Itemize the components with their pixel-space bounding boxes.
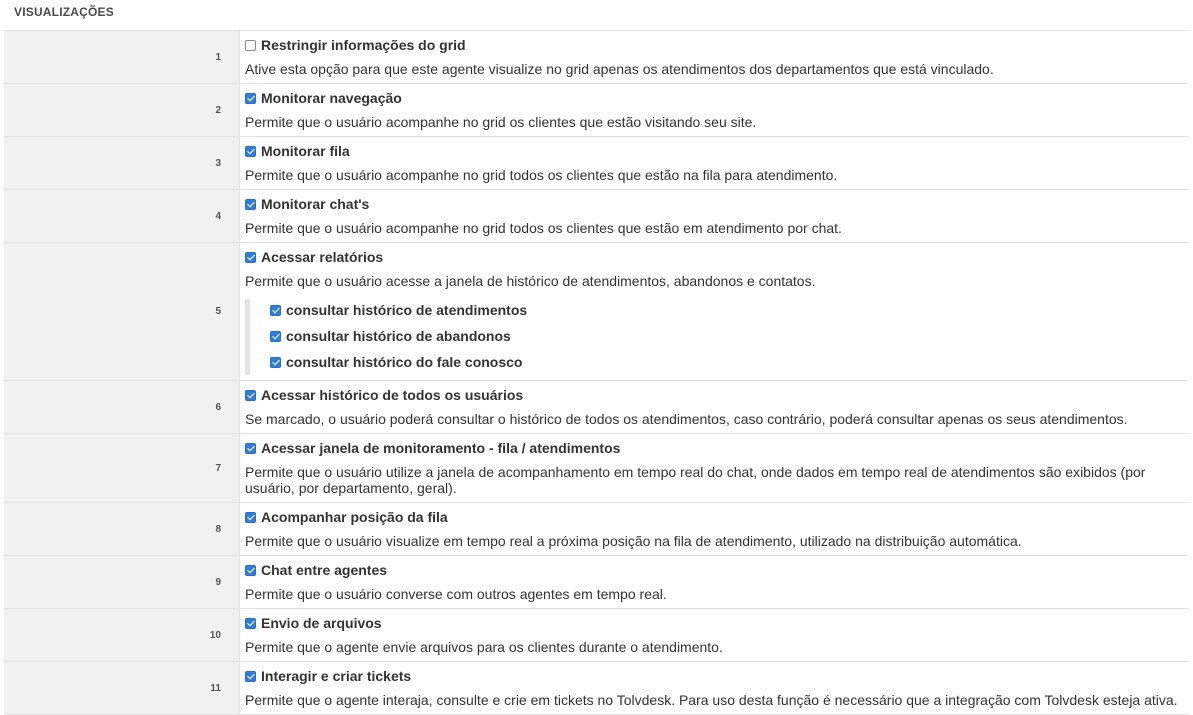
option-description: Permite que o usuário acompanhe no grid todos os clientes que estão em atendimento por chat. xyxy=(245,220,842,236)
option-title[interactable]: Chat entre agentes xyxy=(261,562,388,578)
checkbox-checked[interactable] xyxy=(245,565,256,576)
option-title[interactable]: Envio de arquivos xyxy=(261,615,382,631)
row-content xyxy=(240,434,1189,502)
permission-row xyxy=(4,84,1189,137)
option-label[interactable] xyxy=(245,508,1183,526)
row-content xyxy=(240,556,1189,608)
permission-row xyxy=(4,556,1189,609)
checkbox-checked[interactable] xyxy=(270,331,281,342)
row-content xyxy=(240,609,1189,661)
row-number: 1 xyxy=(4,31,240,83)
option-title[interactable]: Acessar relatórios xyxy=(261,249,384,265)
checkbox-checked[interactable] xyxy=(245,390,256,401)
option-description: Permite que o usuário acompanhe no grid os clientes que estão visitando seu site. xyxy=(245,114,757,130)
option-title[interactable]: Restringir informações do grid xyxy=(261,37,466,53)
row-number: 6 xyxy=(4,381,240,433)
option-label[interactable] xyxy=(245,142,1183,160)
row-number: 4 xyxy=(4,190,240,242)
row-number: 7 xyxy=(4,434,240,502)
permission-row xyxy=(4,662,1189,715)
checkbox-unchecked[interactable] xyxy=(245,40,256,51)
permission-row xyxy=(4,190,1189,243)
option-description: Permite que o usuário acesse a janela de histórico de atendimentos, abandonos e contatos. xyxy=(245,273,816,289)
checkbox-checked[interactable] xyxy=(245,252,256,263)
option-label[interactable] xyxy=(245,248,1183,266)
row-content xyxy=(240,190,1189,242)
option-title[interactable]: Monitorar fila xyxy=(261,143,350,159)
checkbox-checked[interactable] xyxy=(245,512,256,523)
row-content xyxy=(240,84,1189,136)
option-description: Permite que o usuário acompanhe no grid todos os clientes que estão na fila para atendimento. xyxy=(245,167,838,183)
row-content xyxy=(240,31,1189,83)
sub-options xyxy=(245,299,1183,375)
option-description: Permite que o agente interaja, consulte e crie em tickets no Tolvdesk. Para uso desta função é necessário que a integração com Tolvdesk esteja ativa. xyxy=(245,692,1178,708)
checkbox-checked[interactable] xyxy=(245,146,256,157)
row-content xyxy=(240,137,1189,189)
sub-option-label[interactable]: consultar histórico de abandonos xyxy=(286,328,511,344)
row-content xyxy=(240,662,1189,714)
option-label[interactable] xyxy=(245,439,1183,457)
option-label[interactable] xyxy=(245,667,1183,685)
sub-option[interactable] xyxy=(270,301,1183,319)
option-label[interactable] xyxy=(245,614,1183,632)
option-title[interactable]: Monitorar chat's xyxy=(261,196,370,212)
row-number: 11 xyxy=(4,662,240,714)
option-description: Permite que o usuário utilize a janela de acompanhamento em tempo real do chat, onde dados em tempo real de atendimentos são exibidos (por usuário, por departamento, geral). xyxy=(245,464,1146,496)
row-content xyxy=(240,243,1189,380)
option-title[interactable]: Interagir e criar tickets xyxy=(261,668,412,684)
row-content xyxy=(240,381,1189,433)
sub-option-label[interactable]: consultar histórico de atendimentos xyxy=(286,302,528,318)
option-description: Permite que o agente envie arquivos para os clientes durante o atendimento. xyxy=(245,639,723,655)
permission-row xyxy=(4,31,1189,84)
option-title[interactable]: Acompanhar posição da fila xyxy=(261,509,448,525)
sub-option-label[interactable]: consultar histórico do fale conosco xyxy=(286,354,523,370)
permission-row xyxy=(4,503,1189,556)
section-title: VISUALIZAÇÕES xyxy=(14,5,114,19)
option-title[interactable]: Acessar janela de monitoramento - fila / atendimentos xyxy=(261,440,621,456)
checkbox-checked[interactable] xyxy=(245,199,256,210)
row-number: 2 xyxy=(4,84,240,136)
checkbox-checked[interactable] xyxy=(245,93,256,104)
checkbox-checked[interactable] xyxy=(245,671,256,682)
option-title[interactable]: Acessar histórico de todos os usuários xyxy=(261,387,524,403)
checkbox-checked[interactable] xyxy=(270,305,281,316)
permission-row xyxy=(4,137,1189,190)
checkbox-checked[interactable] xyxy=(270,357,281,368)
row-content xyxy=(240,503,1189,555)
option-title[interactable]: Monitorar navegação xyxy=(261,90,402,106)
sub-option[interactable] xyxy=(270,353,1183,371)
option-description: Permite que o usuário visualize em tempo real a próxima posição na fila de atendimento, utilizado na distribuição automática. xyxy=(245,533,1022,549)
option-label[interactable] xyxy=(245,36,1183,54)
option-label[interactable] xyxy=(245,561,1183,579)
permission-row xyxy=(4,434,1189,503)
row-number: 3 xyxy=(4,137,240,189)
permission-row xyxy=(4,243,1189,381)
row-number: 5 xyxy=(4,243,240,380)
checkbox-checked[interactable] xyxy=(245,618,256,629)
option-label[interactable] xyxy=(245,386,1183,404)
sub-option[interactable] xyxy=(270,327,1183,345)
option-label[interactable] xyxy=(245,195,1183,213)
checkbox-checked[interactable] xyxy=(245,443,256,454)
permission-row xyxy=(4,609,1189,662)
option-description: Se marcado, o usuário poderá consultar o histórico de todos os atendimentos, caso contrário, poderá consultar apenas os seus atendimentos. xyxy=(245,411,1128,427)
row-number: 10 xyxy=(4,609,240,661)
option-label[interactable] xyxy=(245,89,1183,107)
row-number: 9 xyxy=(4,556,240,608)
option-description: Ative esta opção para que este agente visualize no grid apenas os atendimentos dos departamentos que está vinculado. xyxy=(245,61,994,77)
permission-row xyxy=(4,381,1189,434)
permissions-table xyxy=(4,30,1189,715)
row-number: 8 xyxy=(4,503,240,555)
option-description: Permite que o usuário converse com outros agentes em tempo real. xyxy=(245,586,667,602)
